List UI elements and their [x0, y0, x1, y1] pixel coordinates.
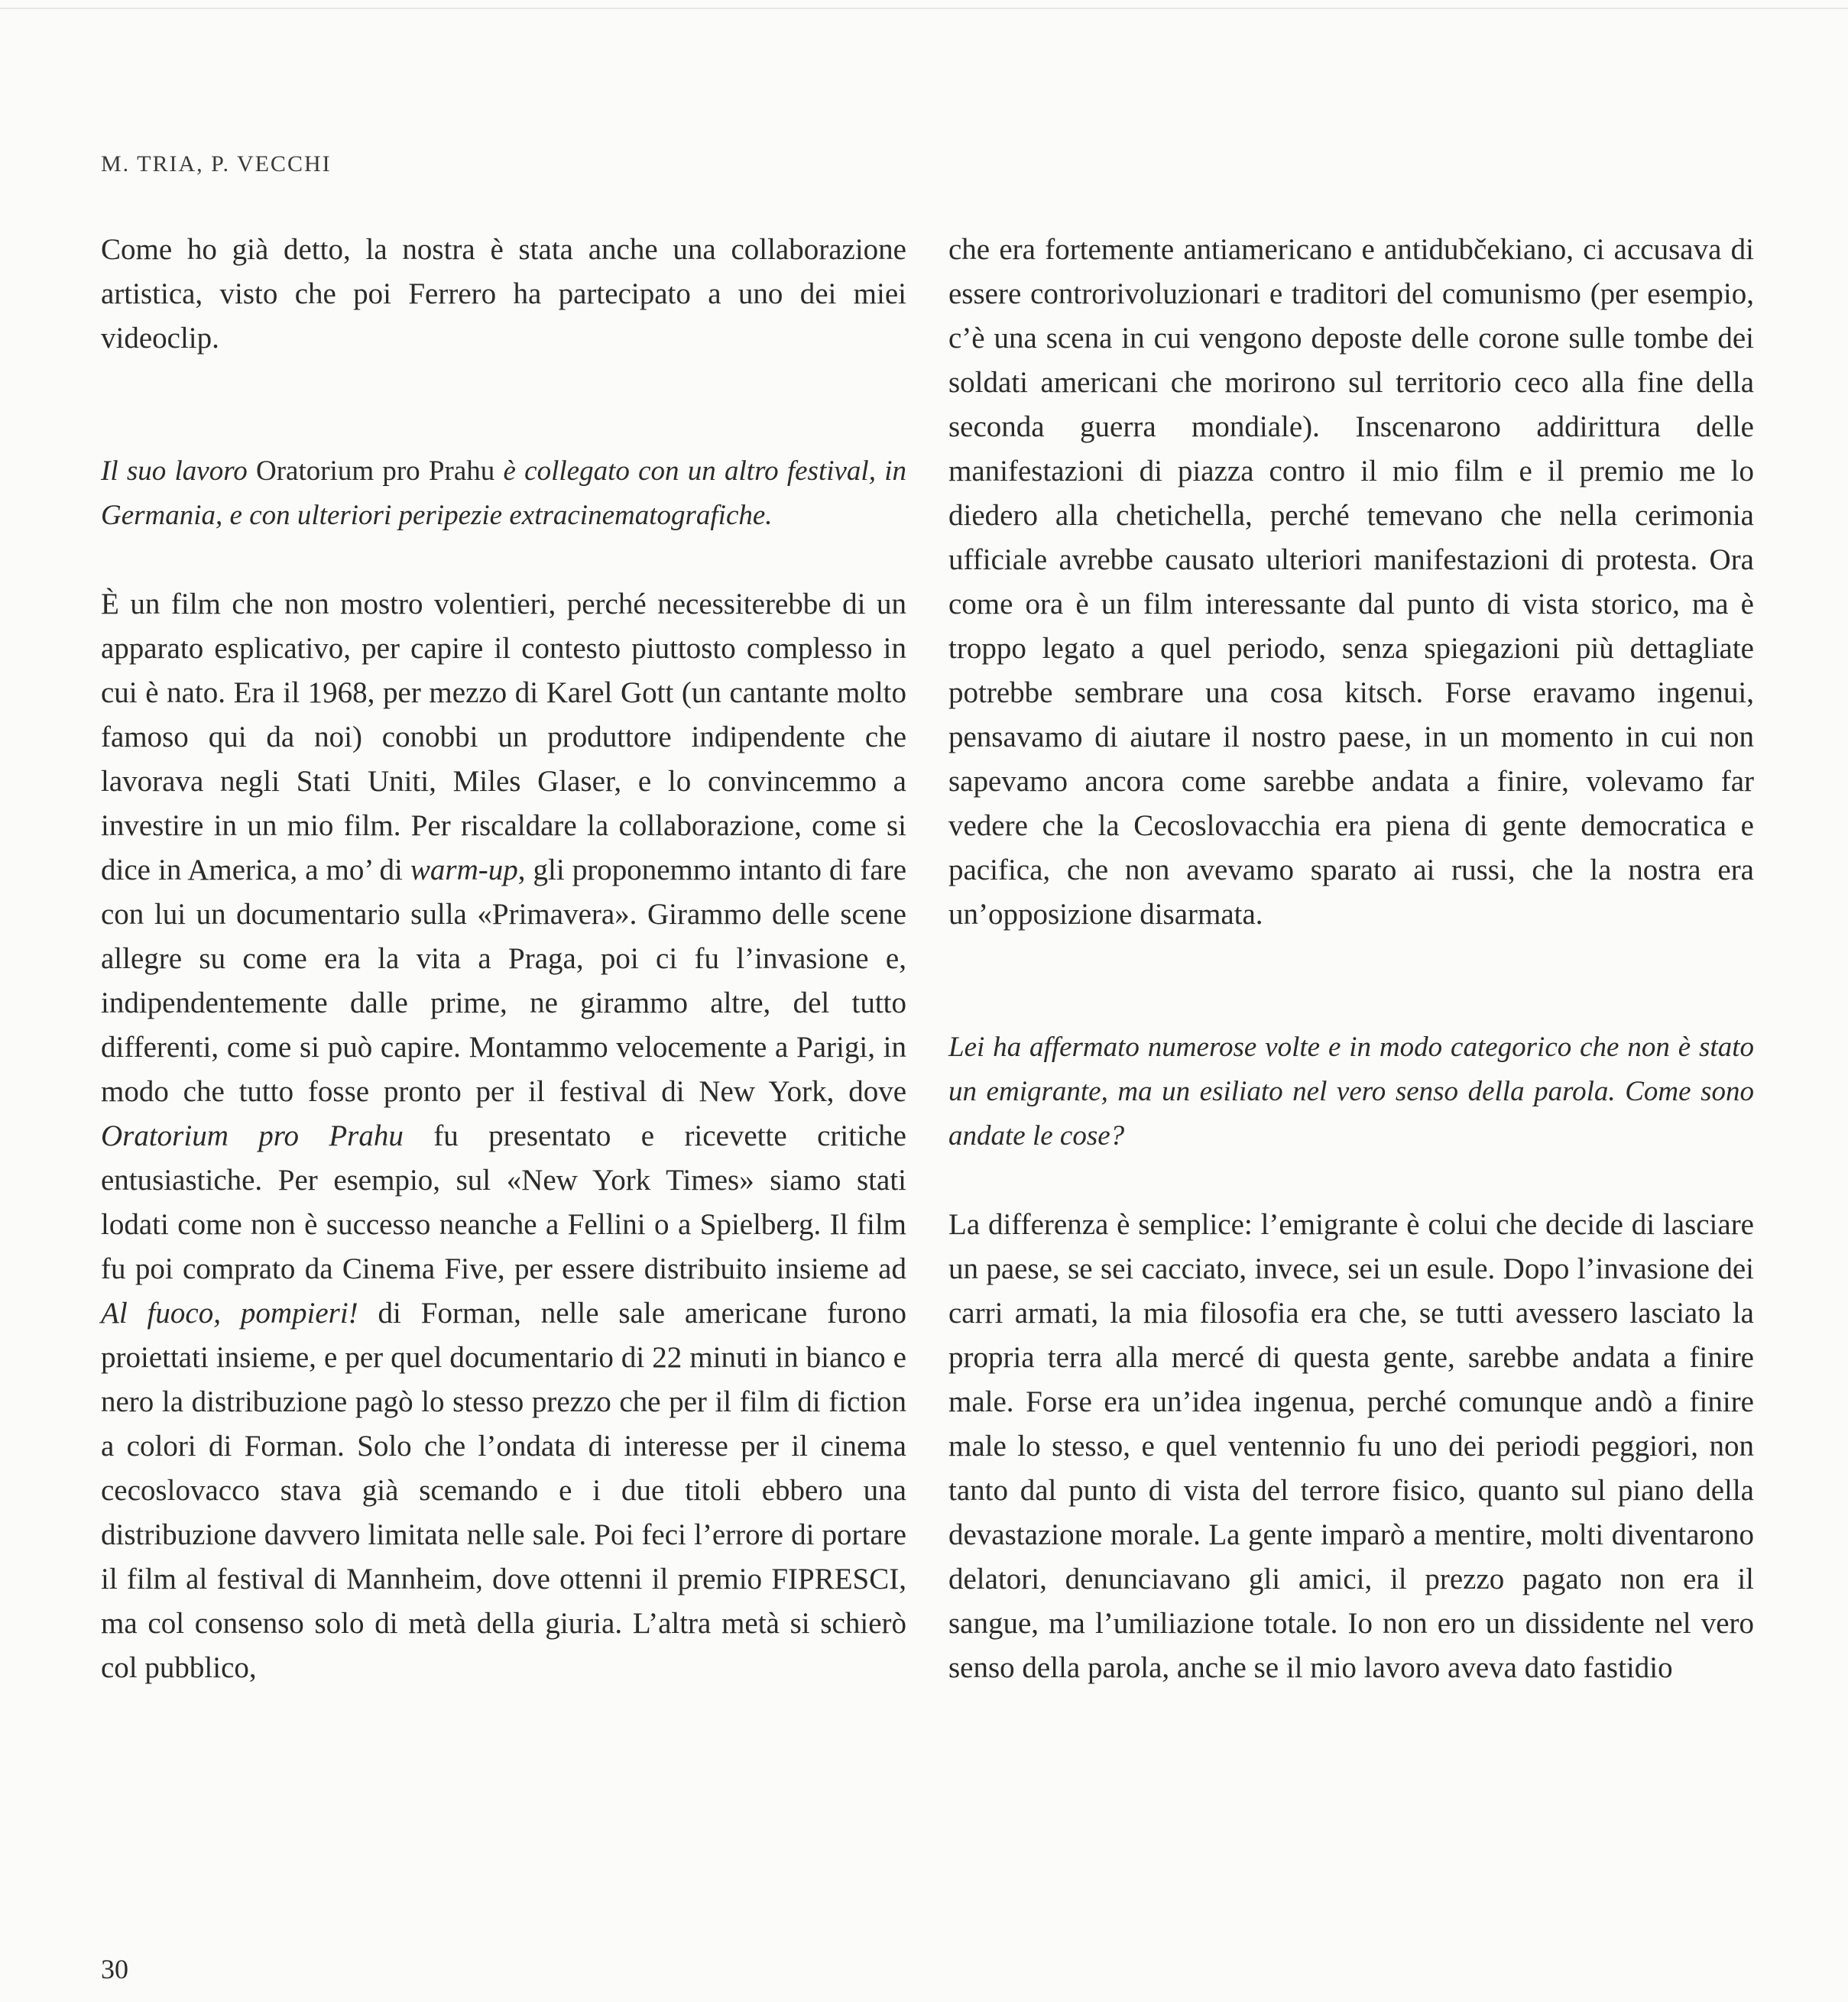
scan-edge-line: [0, 8, 1848, 9]
interview-question-1: [101, 449, 906, 538]
italic-term-warm-up: warm-up: [410, 854, 518, 886]
right-column: [948, 228, 1754, 1690]
question-lead: Il suo lavoro: [101, 455, 256, 487]
italic-film-title-al-fuoco: Al fuoco, pompieri!: [101, 1297, 358, 1330]
interview-question-2: Lei ha affermato numerose volte e in modo categorico che non è stato un emigrante, ma un esiliato nel vero senso della parola. Come sono andate le cose?: [948, 1032, 1754, 1152]
running-head: M. TRIA, P. VECCHI: [101, 151, 332, 177]
answer-text-1: È un film che non mostro volentieri, perché necessiterebbe di un apparato esplicativo, per capire il contesto piuttosto complesso in cui è nato. Era il 1968, per mezzo di Karel Gott (un cantante molto famoso qui da noi) conobbi un produttore indipendente che lavorava negli Stati Uniti, Miles Glaser, e lo convincemmo a investire in un mio film. Per riscaldare la collaborazione, come si dice in America, a mo’ di: [101, 588, 906, 886]
question-rest: è collegato con un altro festival, in Germania, e con ulteriori peripezie extracinematografiche.: [101, 455, 906, 531]
paragraph-answer-3: La differenza è semplice: l’emigrante è colui che decide di lasciare un paese, se sei cacciato, invece, sei un esule. Dopo l’invasione dei carri armati, la mia filosofia era che, se tutti avessero lasciato la propria terra alla mercé di questa gente, sarebbe andata a finire male. Forse era un’idea ingenua, perché comunque andò a finire male lo stesso, e quel ventennio fu uno dei periodi peggiori, non tanto dal punto di vista del terrore fisico, quanto sul piano della devastazione morale. La gente imparò a mentire, molti diventarono delatori, denunciavano gli amici, il prezzo pagato non era il sangue, ma l’umiliazione totale. Io non ero un dissidente nel vero senso della parola, anche se il mio lavoro aveva dato fastidio: [948, 1208, 1754, 1684]
answer-text-4: di Forman, nelle sale americane furono proiettati insieme, e per quel documentario di 22 minuti in bianco e nero la distribuzione pagò lo stesso prezzo che per il film di fiction a colori di Forman. Solo che l’ondata di interesse per il cinema cecoslovacco stava già scemando e i due titoli ebbero una distribuzione davvero limitata nelle sale. Poi feci l’errore di portare il film al festival di Mannheim, dove ottenni il premio FIPRESCI, ma col consenso solo di metà della giuria. L’altra metà si schierò col pubblico,: [101, 1297, 907, 1684]
left-column: [101, 228, 906, 1690]
italic-film-title-oratorium: Oratorium pro Prahu: [101, 1119, 404, 1152]
paragraph-continuation: che era fortemente antiamericano e antidubčekiano, ci accusava di essere controrivoluzionari e traditori del comunismo (per esempio, c’è una scena in cui vengono deposte delle corone sulle tombe dei soldati americani che morirono sul territorio ceco alla fine della seconda guerra mondiale). Inscenarono addirittura delle manifestazioni di piazza contro il mio film e il premio me lo diedero alla chetichella, perché temevano che nella cerimonia ufficiale avrebbe causato ulteriori manifestazioni di protesta. Ora come ora è un film interessante dal punto di vista storico, ma è troppo legato a quel periodo, senza spiegazioni più dettagliate potrebbe sembrare una cosa kitsch. Forse eravamo ingenui, pensavamo di aiutare il nostro paese, in un momento in cui non sapevamo ancora come sarebbe andata a finire, volevamo far vedere che la Cecoslovacchia era piena di gente democratica e pacifica, che non avevamo sparato ai russi, che la nostra era un’opposizione disarmata.: [948, 233, 1754, 931]
page-number: 30: [101, 1954, 128, 1984]
answer-text-2: , gli proponemmo intanto di fare con lui un documentario sulla «Primavera». Girammo delle scene allegre su come era la vita a Praga, poi ci fu l’invasione e, indipendentemente dalle prime, ne girammo altre, del tutto differenti, come si può capire. Montammo velocemente a Parigi, in modo che tutto fosse pronto per il festival di New York, dove: [101, 854, 907, 1108]
paragraph-answer-2: [101, 582, 906, 1690]
paragraph-answer-1: Come ho già detto, la nostra è stata anche una collaborazione artistica, visto che poi Ferrero ha partecipato a uno dei miei videoclip.: [101, 233, 906, 355]
answer-text-3: fu presentato e ricevette critiche entusiastiche. Per esempio, sul «New York Times» siamo stati lodati come non è successo neanche a Fellini o a Spielberg. Il film fu poi comprato da Cinema Five, per essere distribuito insieme ad: [101, 1119, 906, 1285]
film-title-upright: Oratorium pro Prahu: [255, 455, 495, 487]
